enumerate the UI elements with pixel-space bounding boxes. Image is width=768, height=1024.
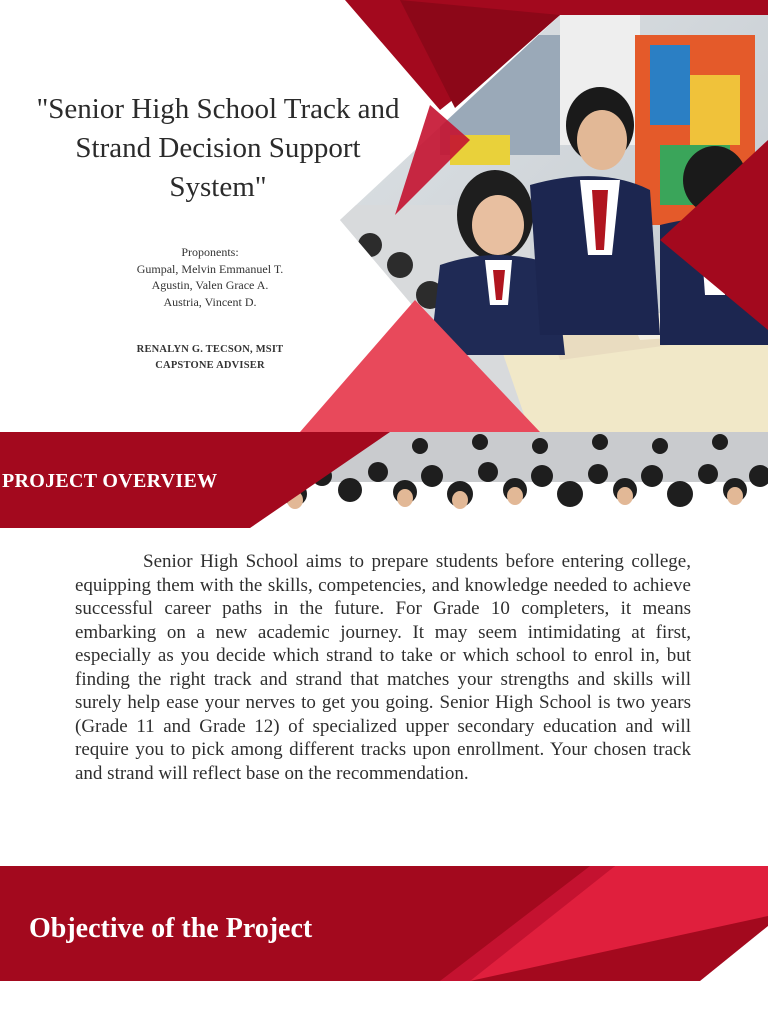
proponent-name: Gumpal, Melvin Emmanuel T. <box>136 261 284 276</box>
adviser-block <box>60 342 360 374</box>
overview-heading: PROJECT OVERVIEW <box>2 470 218 492</box>
title-line: "Senior High School Track and <box>36 93 400 125</box>
adviser-name: RENALYN G. TECSON, MSIT <box>136 344 284 355</box>
proponents-label: Proponents: <box>181 245 239 259</box>
adviser-role: CAPSTONE ADVISER <box>155 360 265 371</box>
proponent-name: Agustin, Valen Grace A. <box>151 278 269 292</box>
title-line: Strand Decision Support <box>75 132 361 164</box>
overview-paragraph: Senior High School aims to prepare students before entering college, equipping them with the skills, competencies, and knowledge needed to achieve successful career paths in the future. For Grade 10 completers, it means embarking on a new academic journey. It may seem intimidating at first, especially as you decide which strand to take or which school to enrol in, but finding the right track and strand that matches your strengths and skills will surely help ease your nerves to get you going. Senior High School is two years (Grade 11 and Grade 12) of specialized upper secondary education and will require you to pick among different tracks upon enrollment. Your chosen track and strand will reflect base on the recommendation. <box>75 551 691 784</box>
proponent-name: Austria, Vincent D. <box>163 294 257 309</box>
cover-section <box>0 0 768 432</box>
proponents-list <box>60 244 360 310</box>
title-line: System" <box>169 171 267 203</box>
document-title <box>8 90 428 207</box>
objective-heading: Objective of the Project <box>29 913 313 944</box>
